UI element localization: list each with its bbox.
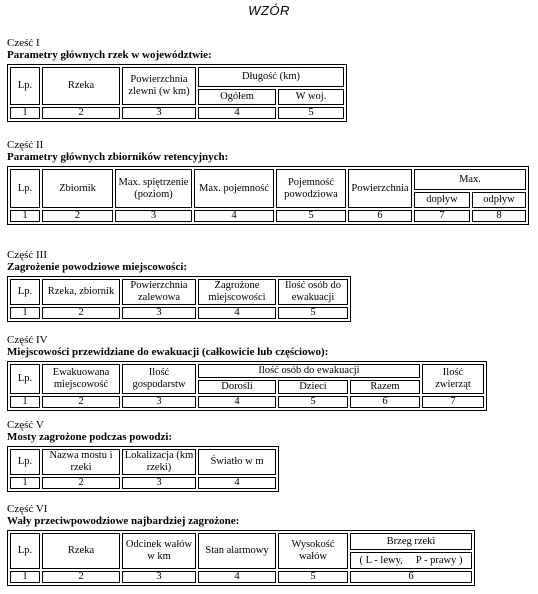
column-number: 2 — [42, 210, 113, 222]
header-threatened-towns: Zagrożone miejscowości — [198, 279, 276, 305]
header-lp: Lp. — [10, 279, 40, 305]
header-location: Lokalizacja (km rzeki) — [122, 449, 196, 475]
column-number: 7 — [422, 396, 484, 408]
header-levee-section: Odcinek wałów w km — [122, 533, 196, 569]
column-number: 1 — [10, 477, 40, 489]
header-clearance: Światło w m — [198, 449, 276, 475]
document-title: WZÓR — [248, 3, 290, 18]
section-heading: Miejscowości przewidziane do ewakuacji (całkowicie lub częściowo): — [7, 346, 329, 358]
section-4 — [7, 334, 487, 411]
column-number: 3 — [122, 307, 196, 319]
section-label: Część VI — [7, 503, 48, 515]
column-number: 1 — [10, 396, 40, 408]
header-in-voivodeship: W woj. — [278, 89, 344, 105]
section-label: Część II — [7, 139, 44, 151]
column-number: 1 — [10, 210, 40, 222]
column-number: 4 — [198, 571, 276, 583]
header-alarm-level: Stan alarmowy — [198, 533, 276, 569]
header-lp: Lp. — [10, 169, 40, 208]
header-flood-area: Powierzchnia zalewowa — [122, 279, 196, 305]
column-number: 3 — [122, 571, 196, 583]
section-3 — [7, 249, 351, 322]
column-number: 3 — [122, 477, 196, 489]
column-number: 7 — [414, 210, 470, 222]
header-lp: Lp. — [10, 533, 40, 569]
column-number: 1 — [10, 571, 40, 583]
header-total: Razem — [350, 380, 420, 394]
header-evacuated-town: Ewakuowana miejscowość — [42, 364, 120, 394]
header-lp: Lp. — [10, 449, 40, 475]
column-number: 4 — [198, 307, 276, 319]
header-max-damming: Max. spiętrzenie (poziom) — [115, 169, 192, 208]
column-number: 1 — [10, 307, 40, 319]
header-lp: Lp. — [10, 364, 40, 394]
header-max-capacity: Max. pojemność — [194, 169, 274, 208]
column-number: 6 — [350, 396, 420, 408]
header-river-reservoir: Rzeka, zbiornik — [42, 279, 120, 305]
section-6 — [7, 503, 475, 586]
section-label: Część III — [7, 249, 48, 261]
column-number: 5 — [278, 396, 348, 408]
header-surface: Powierzchnia — [348, 169, 412, 208]
section-heading: Mosty zagrożone podczas powodzi: — [7, 431, 173, 443]
section-2 — [7, 139, 529, 225]
column-number: 5 — [278, 307, 348, 319]
bridges-table — [7, 446, 279, 492]
section-heading: Parametry głównych zbiorników retencyjnych: — [7, 151, 229, 163]
header-max: Max. — [414, 169, 526, 190]
section-label: Cześć I — [7, 37, 40, 49]
rivers-table — [7, 64, 347, 122]
column-number: 6 — [350, 571, 472, 583]
header-length: Długość (km) — [198, 67, 344, 87]
section-label: Część V — [7, 419, 44, 431]
evacuation-table — [7, 361, 487, 411]
header-evacuees: Ilość osób do ewakuacji — [278, 279, 348, 305]
header-children: Dzieci — [278, 380, 348, 394]
reservoirs-table — [7, 166, 529, 225]
header-river-bank: Brzeg rzeki — [350, 533, 472, 550]
column-number: 6 — [348, 210, 412, 222]
column-number: 2 — [42, 107, 120, 119]
header-inflow: dopływ — [414, 192, 470, 208]
section-5 — [7, 419, 279, 492]
column-number: 4 — [198, 107, 276, 119]
section-heading: Parametry głównych rzek w województwie: — [7, 49, 212, 61]
column-number: 5 — [278, 107, 344, 119]
header-bank-legend: ( L - lewy, P - prawy ) — [350, 552, 472, 569]
header-flood-capacity: Pojemność powodziowa — [276, 169, 346, 208]
header-households: Ilość gospodarstw — [122, 364, 196, 394]
header-adults: Dorośli — [198, 380, 276, 394]
column-number: 2 — [42, 396, 120, 408]
section-1 — [7, 37, 347, 122]
column-number: 3 — [122, 396, 196, 408]
column-number: 4 — [194, 210, 274, 222]
section-label: Część IV — [7, 334, 48, 346]
column-number: 3 — [115, 210, 192, 222]
header-outflow: odpływ — [472, 192, 526, 208]
header-lp: Lp. — [10, 67, 40, 105]
levees-table — [7, 530, 475, 586]
column-number: 2 — [42, 571, 120, 583]
column-number: 1 — [10, 107, 40, 119]
flood-threat-table — [7, 276, 351, 322]
column-number: 3 — [122, 107, 196, 119]
header-basin-area: Powierzchnia zlewni (w km) — [122, 67, 196, 105]
column-number: 8 — [472, 210, 526, 222]
section-heading: Wały przeciwpowodziowe najbardziej zagrożone: — [7, 515, 240, 527]
header-river: Rzeka — [42, 533, 120, 569]
header-bridge-name: Nazwa mostu i rzeki — [42, 449, 120, 475]
header-river: Rzeka — [42, 67, 120, 105]
column-number: 4 — [198, 396, 276, 408]
header-reservoir: Zbiornik — [42, 169, 113, 208]
header-total: Ogółem — [198, 89, 276, 105]
column-number: 5 — [278, 571, 348, 583]
header-evacuees: Ilość osób do ewakuacji — [198, 364, 420, 378]
column-number: 2 — [42, 307, 120, 319]
header-animals: Ilość zwierząt — [422, 364, 484, 394]
column-number: 5 — [276, 210, 346, 222]
column-number: 4 — [198, 477, 276, 489]
header-levee-height: Wysokość wałów — [278, 533, 348, 569]
section-heading: Zagrożenie powodziowe miejscowości: — [7, 261, 188, 273]
column-number: 2 — [42, 477, 120, 489]
